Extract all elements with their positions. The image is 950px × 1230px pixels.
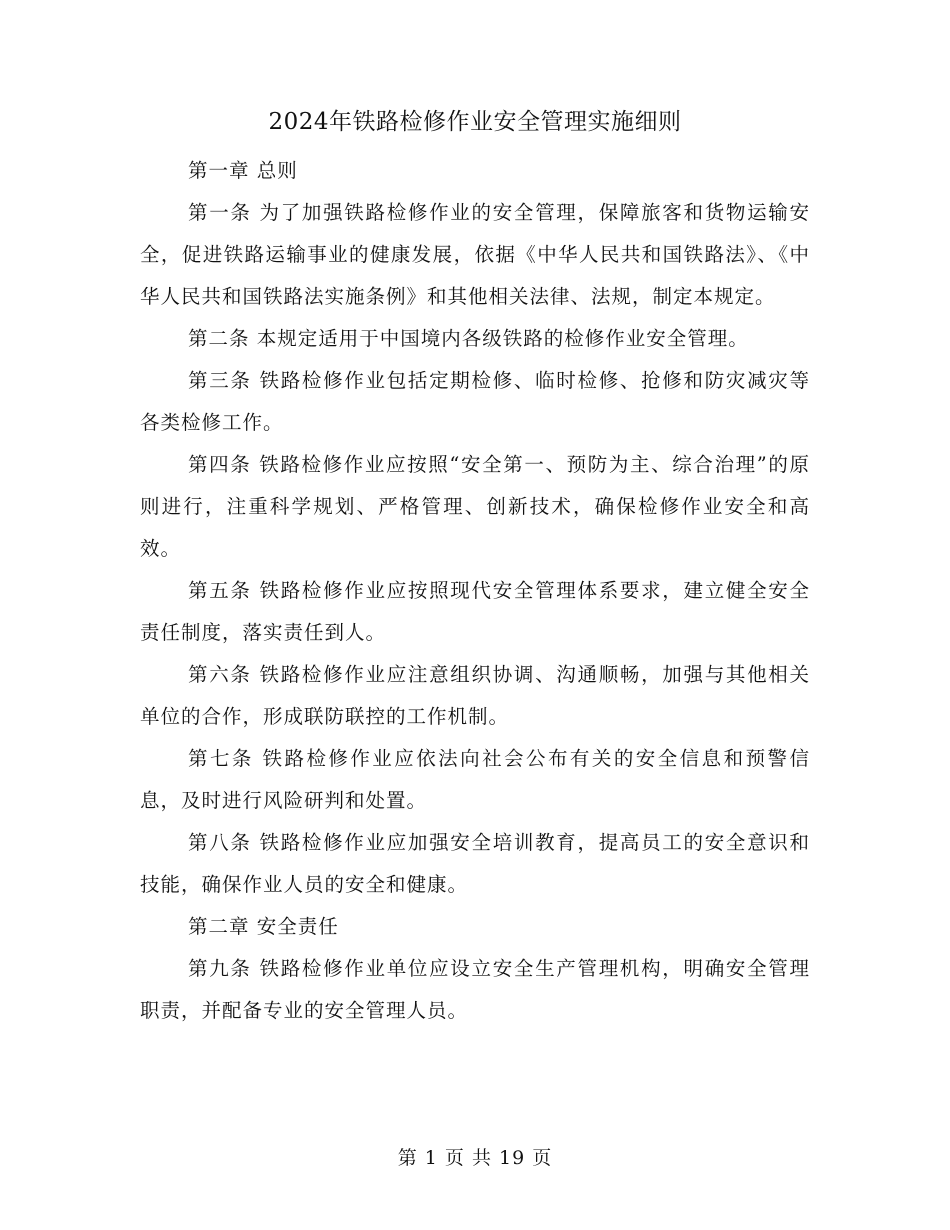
article-4: 第四条 铁路检修作业应按照“安全第一、预防为主、综合治理”的原则进行，注重科学规划、严格管理、创新技术，确保检修作业安全和高效。 [140,453,810,560]
article-7: 第七条 铁路检修作业应依法向社会公布有关的安全信息和预警信息，及时进行风险研判和处置。 [140,747,810,812]
chapter-heading-2: 第二章 安全责任 [188,915,339,938]
article-2: 第二条 本规定适用于中国境内各级铁路的检修作业安全管理。 [188,327,749,350]
article-1: 第一条 为了加强铁路检修作业的安全管理，保障旅客和货物运输安全，促进铁路运输事业的健康发展，依据《中华人民共和国铁路法》、《中华人民共和国铁路法实施条例》和其他相关法律、法规，制定本规定。 [140,201,810,308]
document-body [140,150,810,1032]
chapter-heading-1: 第一章 总则 [188,159,298,182]
article-6: 第六条 铁路检修作业应注意组织协调、沟通顺畅，加强与其他相关单位的合作，形成联防联控的工作机制。 [140,663,810,728]
article-9: 第九条 铁路检修作业单位应设立安全生产管理机构，明确安全管理职责，并配备专业的安全管理人员。 [140,957,810,1022]
article-5: 第五条 铁路检修作业应按照现代安全管理体系要求，建立健全安全责任制度，落实责任到人。 [140,579,810,644]
article-3: 第三条 铁路检修作业包括定期检修、临时检修、抢修和防灾减灾等各类检修工作。 [140,369,810,434]
page-number-footer: 第 1 页 共 19 页 [397,1147,553,1169]
document-title: 2024年铁路检修作业安全管理实施细则 [268,109,682,135]
article-8: 第八条 铁路检修作业应加强安全培训教育，提高员工的安全意识和技能，确保作业人员的安全和健康。 [140,831,810,896]
